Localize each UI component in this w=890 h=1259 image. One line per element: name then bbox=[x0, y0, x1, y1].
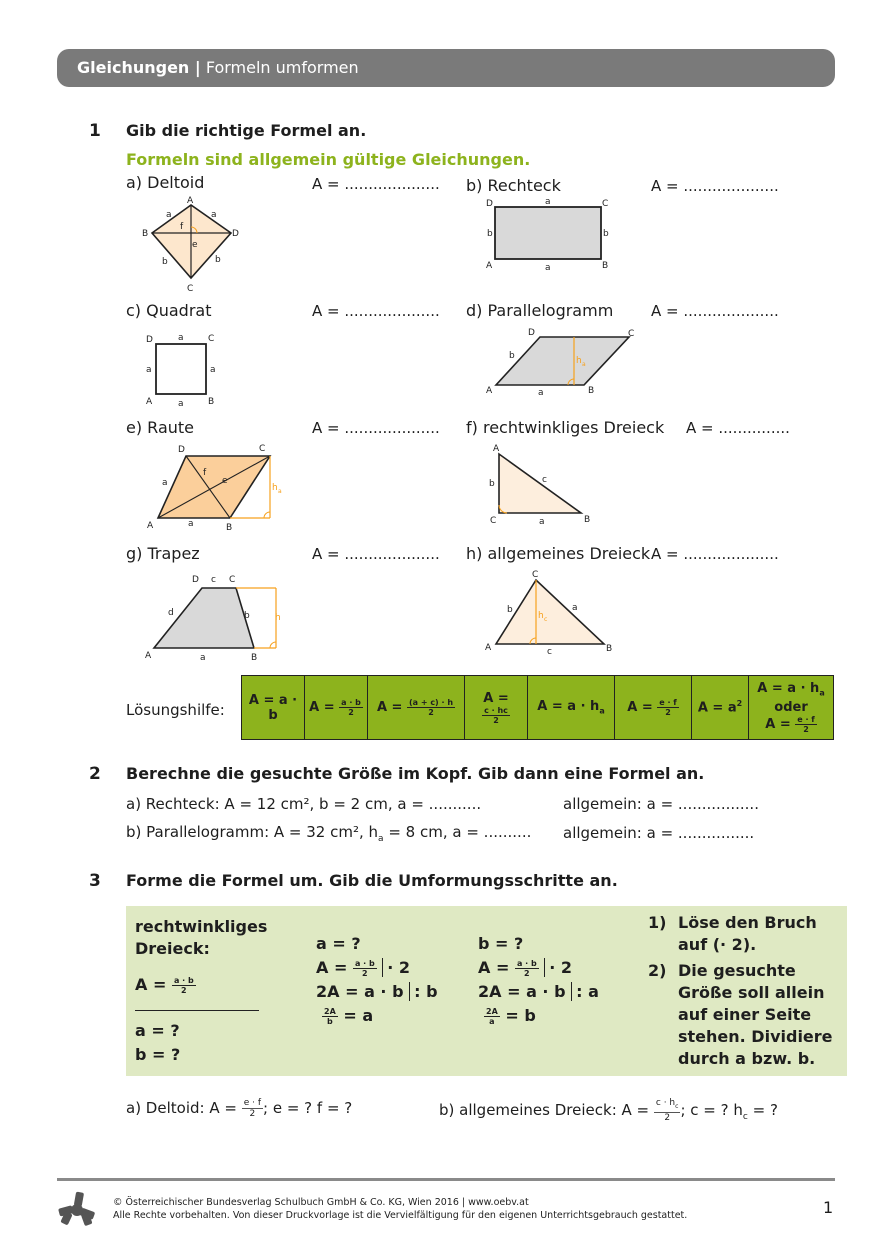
trapez-label-d: d bbox=[168, 608, 174, 618]
rechteck-label-D: D bbox=[486, 199, 493, 209]
rechtwinklig-label-b: b bbox=[489, 479, 495, 489]
example-ask-b: b = ? bbox=[135, 1045, 181, 1064]
parallelogramm-label-B: B bbox=[588, 386, 595, 396]
raute-figure bbox=[146, 440, 296, 532]
item-rechtwinklig-answer: A = ............... bbox=[686, 419, 790, 437]
parallelogramm-label-C: C bbox=[628, 329, 635, 339]
quadrat-label-B: B bbox=[208, 397, 215, 407]
trapez-figure bbox=[144, 570, 289, 662]
task2-number: 2 bbox=[89, 764, 101, 784]
raute-label-f: f bbox=[203, 468, 207, 478]
raute-label-h-sub: a bbox=[278, 488, 282, 495]
helper-cell-8: $A = a \cdot h_a$ oder A = $\frac{e \cdot f}{2}$ bbox=[749, 676, 834, 740]
rechtwinklig-label-c: c bbox=[542, 475, 547, 485]
allgemein-figure bbox=[484, 566, 619, 658]
rechteck-label-b-left: b bbox=[487, 229, 493, 239]
allgemein-label-c: c bbox=[547, 647, 552, 657]
example-formula: A = $\frac{a \cdot b}{2}$ bbox=[135, 975, 194, 995]
item-rechtwinklig-label: f) rechtwinkliges Dreieck bbox=[466, 418, 665, 437]
header-topic: Gleichungen | bbox=[77, 58, 201, 77]
task2-line-b: b) Parallelogramm: A = 32 cm², $h_a = 8$ cm, a = .......... bbox=[126, 823, 532, 844]
footer-copyright: © Österreichischer Bundesverlag Schulbuch GmbH & Co. KG, Wien 2016 | www.oebv.at Alle Rechte vorbehalten. Von dieser Druckvorlage ist die Vervielfältigung für den eigenen Unterrichtsgebrauch gestattet. bbox=[113, 1197, 688, 1221]
task2-line-b-general: allgemein: a = ................ bbox=[563, 824, 755, 842]
allgemein-label-B: B bbox=[606, 644, 613, 654]
trapez-label-a: a bbox=[200, 653, 206, 662]
trapez-label-c: c bbox=[211, 575, 216, 585]
item-deltoid-label: a) Deltoid bbox=[126, 173, 205, 192]
raute-label-h: h bbox=[272, 483, 278, 493]
parallelogramm-label-A: A bbox=[486, 386, 493, 396]
trapez-label-h: h bbox=[275, 613, 281, 623]
header-subtopic: Formeln umformen bbox=[205, 58, 359, 77]
rechtwinklig-label-a: a bbox=[539, 517, 545, 527]
quadrat-label-a-top: a bbox=[178, 333, 184, 343]
task3-instruction: Forme die Formel um. Gib die Umformungsschritte an. bbox=[126, 871, 618, 890]
task3-exercise-b: b) allgemeines Dreieck: A = $\frac{c \cdot h_c}{2}$ ; c = ? $h_c$ = ? bbox=[439, 1098, 778, 1123]
example-divider bbox=[135, 1010, 259, 1011]
task1-instruction: Gib die richtige Formel an. bbox=[126, 121, 367, 140]
task3-example-box bbox=[126, 906, 847, 1076]
quadrat-label-a-left: a bbox=[146, 365, 152, 375]
trapez-label-C: C bbox=[229, 575, 236, 585]
item-rechteck-answer: A = .................... bbox=[651, 177, 779, 195]
task1-number: 1 bbox=[89, 121, 101, 141]
helper-cell-5: $A = a \cdot h_a$ bbox=[528, 676, 615, 740]
item-quadrat-label: c) Quadrat bbox=[126, 301, 212, 320]
publisher-logo-icon bbox=[57, 1190, 97, 1230]
rechtwinklig-label-C: C bbox=[490, 516, 497, 526]
item-allgemein-label: h) allgemeines Dreieck bbox=[466, 544, 651, 563]
parallelogramm-label-b: b bbox=[509, 351, 515, 361]
raute-label-e: e bbox=[222, 476, 228, 486]
raute-label-B: B bbox=[226, 523, 233, 532]
helper-cell-4: A = $\frac{c \cdot hc}{2}$ bbox=[465, 676, 528, 740]
helper-label: Lösungshilfe: bbox=[126, 701, 225, 719]
item-raute-answer: A = .................... bbox=[312, 419, 440, 437]
task2-line-a: a) Rechteck: A = 12 cm², b = 2 cm, a = ........... bbox=[126, 795, 482, 813]
rechteck-label-A: A bbox=[486, 261, 493, 271]
rechteck-label-a-top: a bbox=[545, 197, 551, 207]
quadrat-label-C: C bbox=[208, 334, 215, 344]
rechtwinklig-label-A: A bbox=[493, 444, 500, 454]
trapez-label-A: A bbox=[145, 651, 152, 661]
parallelogramm-label-h-sub: a bbox=[582, 361, 586, 368]
allgemein-label-h-sub: c bbox=[544, 616, 548, 623]
deltoid-label-a1: a bbox=[166, 210, 172, 220]
rechteck-figure bbox=[484, 194, 614, 274]
quadrat-label-a-right: a bbox=[210, 365, 216, 375]
raute-label-C: C bbox=[259, 444, 266, 454]
quadrat-label-D: D bbox=[146, 335, 153, 345]
rechteck-label-B: B bbox=[602, 261, 609, 271]
item-quadrat-answer: A = .................... bbox=[312, 302, 440, 320]
task3-number: 3 bbox=[89, 871, 101, 891]
deltoid-label-D: D bbox=[232, 229, 239, 239]
item-trapez-answer: A = .................... bbox=[312, 545, 440, 563]
rechtwinklig-label-B: B bbox=[584, 515, 591, 525]
rechteck-label-C: C bbox=[602, 199, 609, 209]
helper-cell-6: A = $\frac{e \cdot f}{2}$ bbox=[615, 676, 692, 740]
example-col2: b = ? A = $\frac{a \cdot b}{2}$ · 2 2A = a · b : a $\frac{2A}{a}$ = b bbox=[478, 934, 599, 1026]
helper-table bbox=[241, 675, 834, 740]
page-number: 1 bbox=[823, 1198, 834, 1217]
rechteck-label-b-right: b bbox=[603, 229, 609, 239]
allgemein-label-a: a bbox=[572, 603, 578, 613]
trapez-label-B: B bbox=[251, 653, 258, 662]
deltoid-label-f: f bbox=[180, 222, 184, 232]
page-header bbox=[57, 49, 835, 87]
helper-cell-3: A = $\frac{(a + c) \cdot h}{2}$ bbox=[368, 676, 465, 740]
task1-hint: Formeln sind allgemein gültige Gleichungen. bbox=[126, 150, 531, 169]
example-ask-a: a = ? bbox=[135, 1021, 180, 1040]
deltoid-label-b1: b bbox=[162, 257, 168, 267]
footer-line bbox=[57, 1178, 835, 1181]
example-tips: 1) Löse den Bruch auf (· 2). 2) Die gesuchte Größe soll allein auf einer Seite stehen. Dividiere durch a bzw. b. bbox=[648, 913, 833, 1068]
allgemein-label-h: h bbox=[538, 611, 544, 621]
trapez-label-D: D bbox=[192, 575, 199, 585]
parallelogramm-label-a: a bbox=[538, 388, 544, 398]
deltoid-label-B: B bbox=[142, 229, 149, 239]
parallelogramm-label-D: D bbox=[528, 328, 535, 338]
deltoid-label-C: C bbox=[187, 284, 194, 293]
example-col1: a = ? A = $\frac{a \cdot b}{2}$ · 2 2A = a · b : b $\frac{2A}{b}$ = a bbox=[316, 934, 438, 1026]
quadrat-label-a-bottom: a bbox=[178, 399, 184, 409]
item-rechteck-label: b) Rechteck bbox=[466, 176, 561, 195]
deltoid-label-e: e bbox=[192, 240, 198, 250]
deltoid-label-A: A bbox=[187, 196, 194, 206]
raute-label-D: D bbox=[178, 445, 185, 455]
item-parallelogramm-answer: A = .................... bbox=[651, 302, 779, 320]
item-deltoid-answer: A = .................... bbox=[312, 175, 440, 193]
allgemein-label-C: C bbox=[532, 570, 539, 580]
raute-label-A: A bbox=[147, 521, 154, 531]
rechteck-label-a-bottom: a bbox=[545, 263, 551, 273]
deltoid-label-b2: b bbox=[215, 255, 221, 265]
item-parallelogramm-label: d) Parallelogramm bbox=[466, 301, 614, 320]
quadrat-label-A: A bbox=[146, 397, 153, 407]
helper-cell-7: $A = a^2$ bbox=[692, 676, 749, 740]
example-title: rechtwinkliges Dreieck: bbox=[135, 917, 268, 958]
allgemein-label-A: A bbox=[485, 643, 492, 653]
deltoid-figure bbox=[136, 193, 246, 293]
task2-instruction: Berechne die gesuchte Größe im Kopf. Gib dann eine Formel an. bbox=[126, 764, 705, 783]
parallelogramm-figure bbox=[484, 325, 639, 400]
item-allgemein-answer: A = .................... bbox=[651, 545, 779, 563]
raute-label-a-left: a bbox=[162, 478, 168, 488]
item-raute-label: e) Raute bbox=[126, 418, 194, 437]
task3-exercise-a: a) Deltoid: A = $\frac{e \cdot f}{2}$ ; e = ? f = ? bbox=[126, 1098, 353, 1119]
quadrat-figure bbox=[144, 330, 224, 410]
rechtwinklig-figure bbox=[484, 440, 604, 528]
trapez-label-b: b bbox=[244, 611, 250, 621]
helper-cell-1: A = a · b bbox=[242, 676, 305, 740]
item-trapez-label: g) Trapez bbox=[126, 544, 200, 563]
task2-line-a-general: allgemein: a = ................. bbox=[563, 795, 759, 813]
raute-label-a-bottom: a bbox=[188, 519, 194, 529]
allgemein-label-b: b bbox=[507, 605, 513, 615]
deltoid-label-a2: a bbox=[211, 210, 217, 220]
parallelogramm-label-h: h bbox=[576, 356, 582, 366]
helper-cell-2: A = $\frac{a \cdot b}{2}$ bbox=[305, 676, 368, 740]
